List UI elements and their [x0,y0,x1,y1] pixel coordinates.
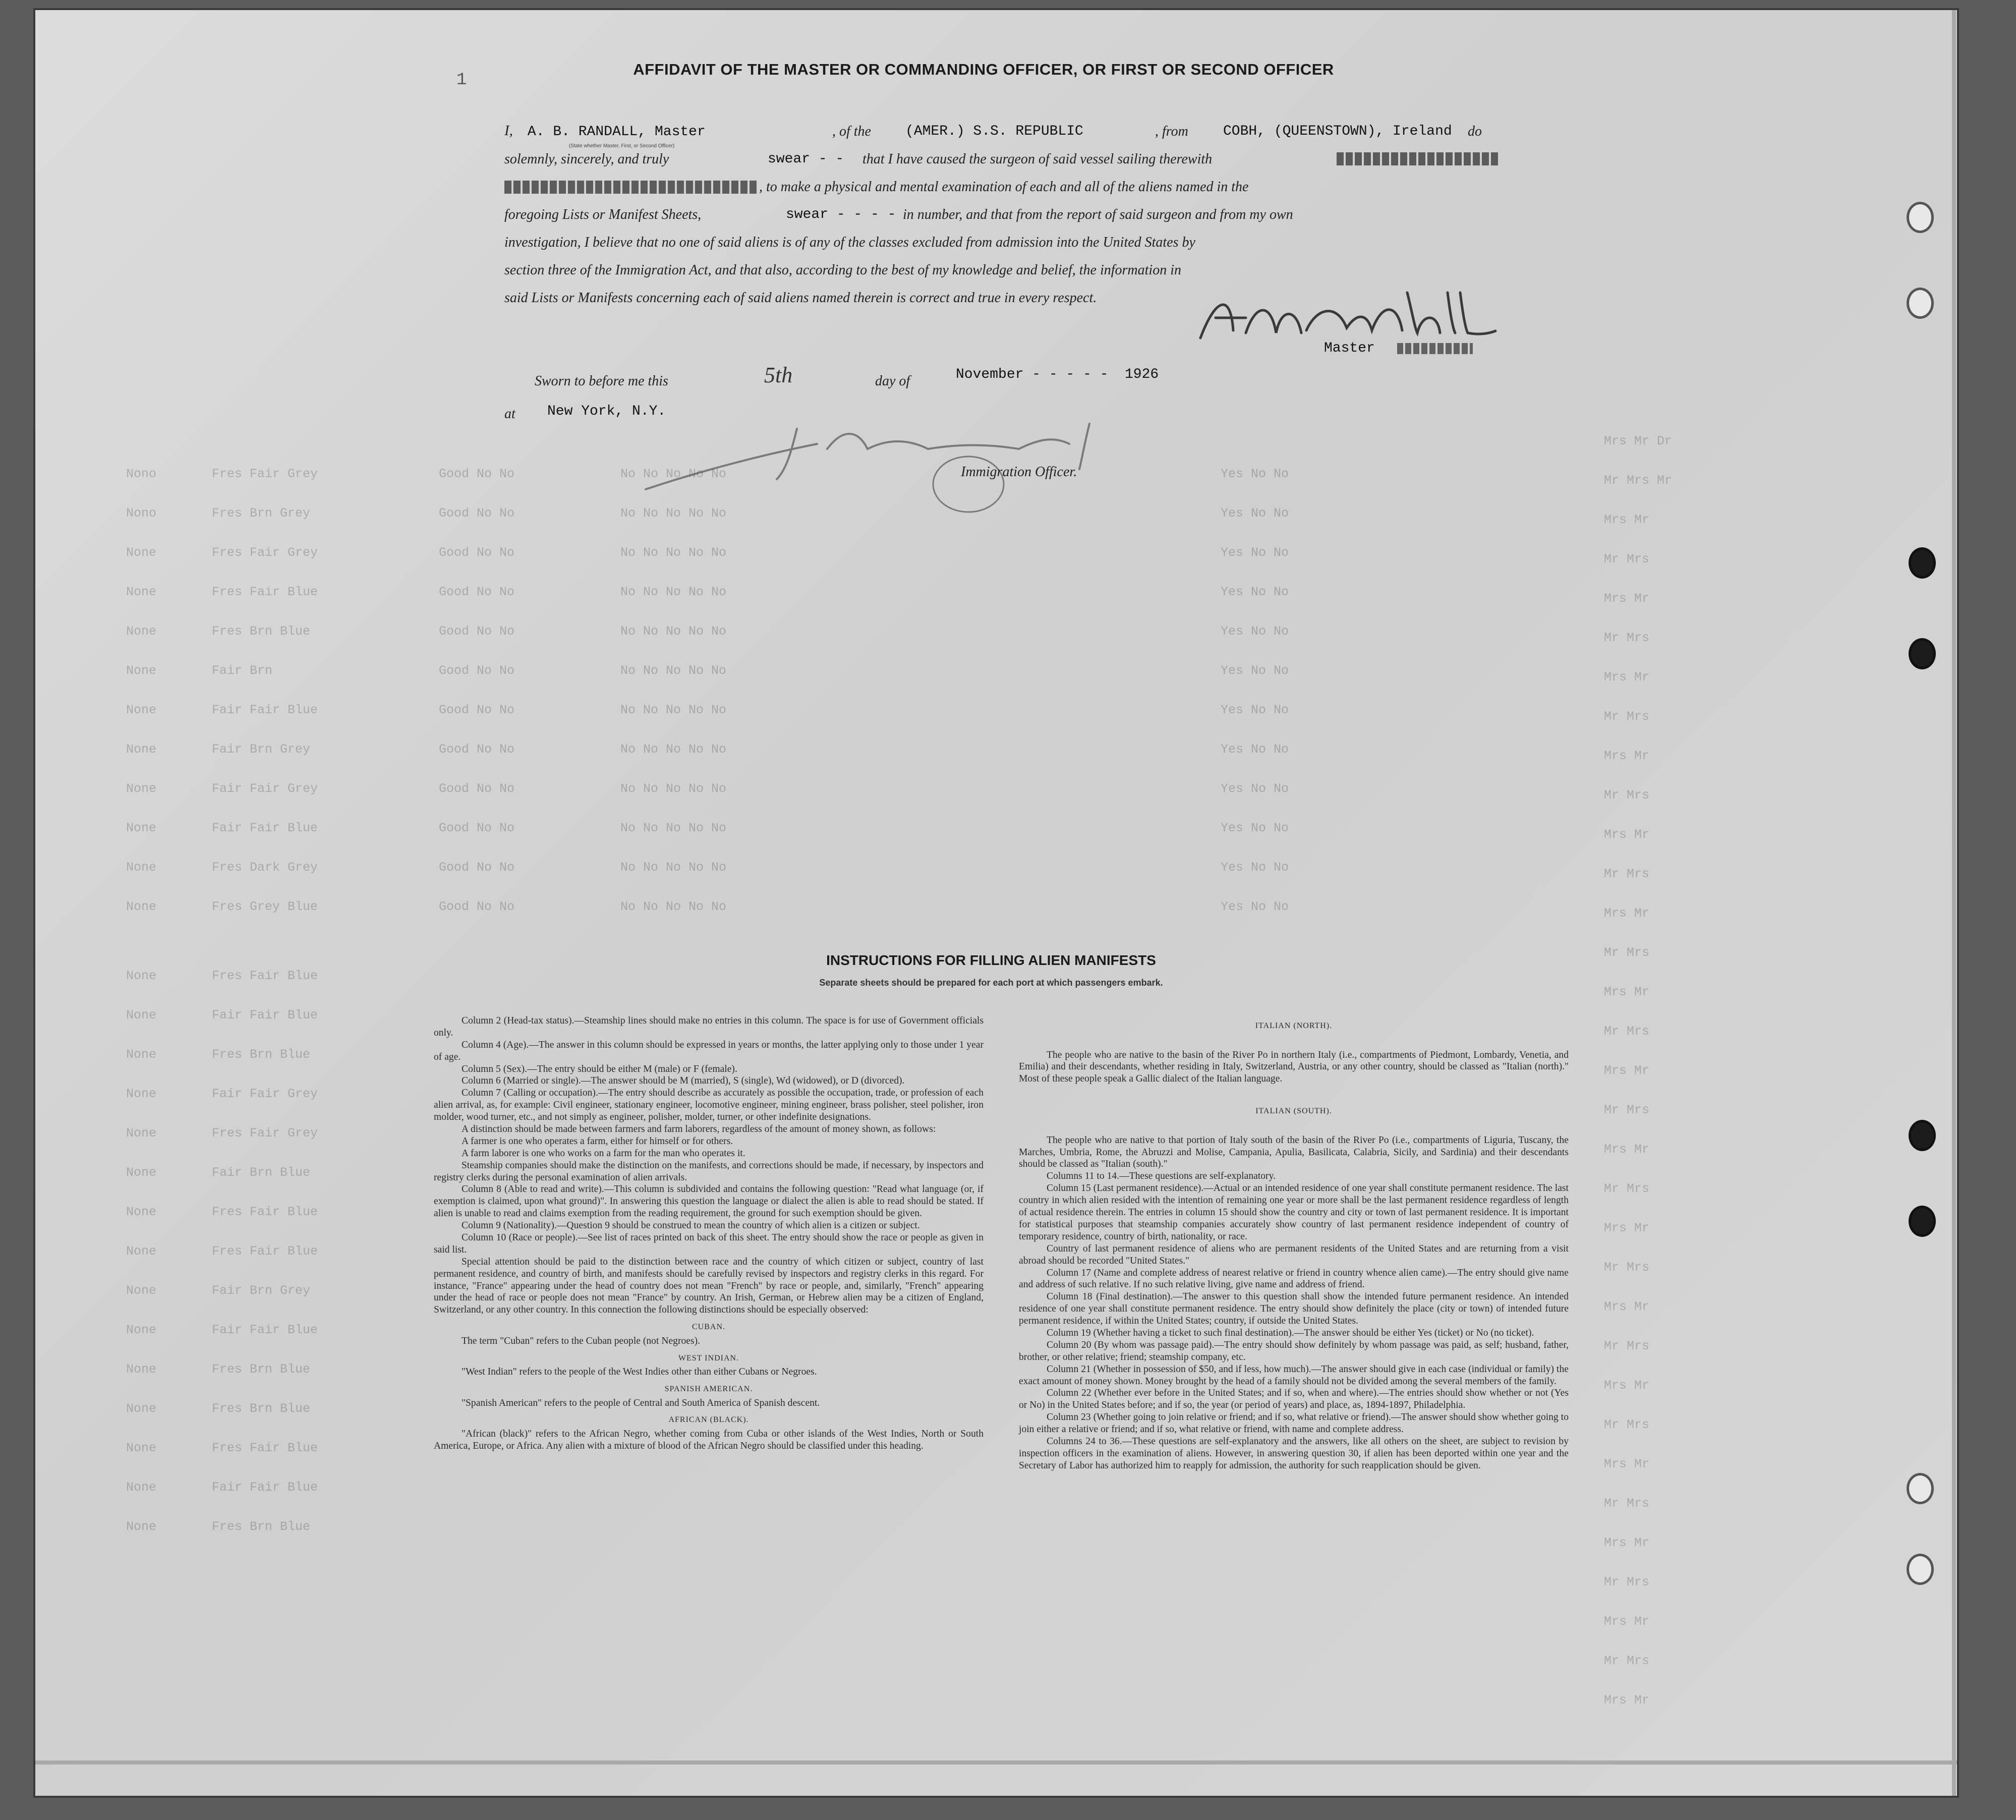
instruction-paragraph: Column 17 (Name and complete address of nearest relative or friend in country whence alien came).—The entry should give name and address of such relative. If no such relative living, give name and address of friend. [1019,1267,1569,1290]
bleed-through-column: None None None None None None None None None None None None None None None [126,969,157,1534]
affidavit-title: AFFIDAVIT OF THE MASTER OR COMMANDING OFFICER, OR FIRST OR SECOND OFFICER [633,61,1334,78]
instruction-paragraph: Column 8 (Able to read and write).—This column is subdivided and contains the following question: "Read what language (or, if exemption is claimed, upon what ground)". In answering this question the language or dialect the alien is able to read should be stated. If alien is unable to read and claims exemption from the reading requirement, the ground for such exemption should be given. [434,1184,984,1219]
instruction-paragraph: Column 4 (Age).—The answer in this column should be expressed in years or months, the latter applying only to those under 1 year of age. [434,1039,984,1062]
binder-hole [1907,1554,1934,1585]
binder-hole [1909,638,1936,669]
line1-do: do [1468,124,1482,139]
line2-b: that I have caused the surgeon of said vessel sailing therewith [862,151,1213,167]
instructions-subtitle: Separate sheets should be prepared for each port at which passengers embark. [819,978,1163,988]
binder-hole [1907,202,1934,233]
officer-name: A. B. RANDALL, Master [527,124,706,140]
instruction-paragraph: "Spanish American" refers to the people of Central and South America of Spanish descent. [462,1397,820,1408]
instruction-paragraph: Column 19 (Whether having a ticket to such final destination).—The answer should be either Yes (ticket) or No (no ticket). [1047,1327,1534,1338]
officer-title-note: (State whether Master, First, or Second Officer) [569,143,675,149]
instruction-paragraph: Column 21 (Whether in possession of $50, and if less, how much).—The answer should give in each case (individual or family) the exact amount of money shown. Money brought by the head of a family should not be divided among the several members of the family. [1019,1363,1569,1387]
instructions-right-column [1019,1015,1569,1472]
sworn-location: New York, N.Y. [547,404,666,419]
section-heading: ITALIAN (NORTH). [1255,1021,1333,1030]
bleed-through-column: Fres Fair Grey Fres Brn Grey Fres Fair Grey Fres Fair Blue Fres Brn Blue Fair Brn Fair Fair Blue Fair Brn Grey Fair Fair Grey Fair Fair Blue Fres Dark Grey Fres Grey Blue [212,467,318,914]
binder-hole [1909,547,1936,579]
instruction-paragraph: Column 2 (Head-tax status).—Steamship lines should make no entries in this column. The space is for use of Government officials only. [434,1015,984,1038]
sworn-prefix: Sworn to before me this [535,373,668,389]
stamp-mark: 1 [456,71,467,90]
sworn-month: November - - - - - [956,367,1109,382]
instruction-paragraph: The people who are native to the basin of the River Po in northern Italy (i.e., compartments of Piedmont, Lombardy, Venetia, and Emilia) and their descendants, whether residing in Italy, Switzerland, Austria, or any other country, should be classed as "Italian (north)." Most of these people speak a Gallic dialect of the Italian language. [1019,1049,1569,1085]
sworn-day: 5th [764,363,793,387]
bleed-through-column: Mrs Mr Dr Mr Mrs Mr Mrs Mr Mr Mrs Mrs Mr Mr Mrs Mrs Mr Mr Mrs Mrs Mr Mr Mrs Mrs Mr Mr Mrs Mrs Mr Mr Mrs Mrs Mr Mr Mrs Mrs Mr Mr Mrs Mrs Mr Mr Mrs Mrs Mr Mr Mrs Mrs Mr Mr Mrs Mrs Mr Mr Mrs Mrs Mr Mr Mrs Mrs Mr Mr Mrs Mrs Mr Mr Mrs Mrs Mr [1604,434,1673,1708]
instruction-paragraph: Column 7 (Calling or occupation).—The entry should describe as accurately as possible the occupation, trade, or profession of each alien arrival, as, for example: Civil engineer, stationary engineer, locomotive engineer, mining engineer, brass polisher, steel polisher, iron molder, wood turner, etc., and not simply as engineer, polisher, molder, turner, or other indefinite designations. [434,1088,984,1123]
instruction-paragraph: Column 15 (Last permanent residence).—Actual or an intended residence of one year shall constitute permanent residence. The last country in which alien resided with the intention of remaining one year or more shall be the last permanent residence regardless of length of actual residence therein. The entries in column 15 should show the country and city or town of last permanent residence. It is important for statistical purposes that steamship companies accurately show country of last permanent residence independent of country of temporary residence, country of birth, nationality, or race. [1019,1183,1569,1242]
section-heading: SPANISH AMERICAN. [664,1385,753,1394]
struck-text [1337,152,1498,165]
line4-swear: swear - - - - [786,207,896,222]
instruction-paragraph: "African (black)" refers to the African Negro, whether coming from Cuba or other islands of the West Indies, North or South America, Europe, or Africa. Any alien with a mixture of blood of the African Negro should be classified under this heading. [434,1429,984,1451]
instruction-paragraph: Column 20 (By whom was passage paid).—The entry should show definitely by whom passage was paid, as self; husband, father, brother, or other relative; friend; steamship company, etc. [1019,1339,1569,1362]
day-of: day of [875,373,910,389]
spacer [1019,1119,1569,1134]
instruction-paragraph: Column 5 (Sex).—The entry should be either M (male) or F (female). [462,1063,737,1074]
line2-swear: swear - - [768,151,844,167]
departure-port: COBH, (QUEENSTOWN), Ireland [1223,124,1452,139]
instruction-paragraph: The term "Cuban" refers to the Cuban people (not Negroes). [462,1335,701,1346]
vessel-name: (AMER.) S.S. REPUBLIC [905,124,1083,139]
section-heading: CUBAN. [692,1323,725,1332]
line5: investigation, I believe that no one of said aliens is of any of the classes excluded from admission into the United States by [504,235,1195,250]
section-heading: AFRICAN (BLACK). [668,1415,749,1425]
sheet-edge-right [1952,10,1956,1796]
instruction-paragraph: Columns 11 to 14.—These questions are self-explanatory. [1047,1171,1276,1182]
spacer [1019,1085,1569,1100]
instructions-left-column [434,1015,984,1452]
line7: said Lists or Manifests concerning each of said aliens named therein is correct and true in every respect. [504,290,1097,306]
binder-hole [1907,1473,1934,1504]
line3-b: , to make a physical and mental examination of each and all of the aliens named in the [759,179,1249,195]
instruction-paragraph: Steamship companies should make the distinction on the manifests, and corrections should be made, if necessary, by inspectors and registry clerks during the personal examination of alien arrivals. [434,1160,984,1183]
instruction-paragraph: A farm laborer is one who works on a farm for the man who operates it. [462,1148,745,1159]
instruction-paragraph: Columns 24 to 36.—These questions are self-explanatory and the answers, like all others on the sheet, are subject to revision by inspection officers in the examination of aliens. However, in answering question 30, if alien has been deported within one year and the Secretary of Labor has authorized him to reapply for admission, the authority for such reapplication should be given. [1019,1436,1569,1471]
line1-prefix: I, [504,123,513,139]
sheet-edge-bottom [35,1760,1957,1765]
affidavit-line-1 [504,124,706,139]
binder-hole [1909,1120,1936,1151]
instruction-paragraph: The people who are native to that portion of Italy south of the basin of the River Po (i.e., compartments of Liguria, Tuscany, the Marches, Umbria, Rome, the Abruzzi and Molise, Campania, Apulia, Basilicata, Calabria, Sicily, and Sardinia) and their descendants should be classed as "Italian (south)." [1019,1134,1569,1170]
instructions-title: INSTRUCTIONS FOR FILLING ALIEN MANIFESTS [826,952,1156,968]
officer-title: Immigration Officer. [961,464,1077,480]
instruction-paragraph: Column 18 (Final destination).—The answer to this question shall show the intended future permanent residence. An intended residence of one year shall constitute permanent residence. The entry should show definitely the place (city or town) of intended future permanent residence, if within the United States; country, if outside the United States. [1019,1291,1569,1327]
instruction-paragraph: Country of last permanent residence of aliens who are permanent residents of the United States and are returning from a visit abroad should be recorded "United States." [1019,1243,1569,1266]
bleed-through-column: Nono Nono None None None None None None None None None None [126,467,157,914]
binder-hole [1909,1206,1936,1237]
instruction-paragraph: Column 6 (Married or single).—The answer should be M (married), S (single), Wd (widowed), or D (divorced). [462,1075,905,1087]
struck-text [1397,343,1473,354]
at-label: at [504,406,515,422]
instruction-paragraph: A farmer is one who operates a farm, either for himself or for others. [462,1135,733,1147]
struck-text [504,181,757,194]
line4-b: in number, and that from the report of said surgeon and from my own [903,207,1293,222]
line1-of-the: , of the [832,124,871,139]
instruction-paragraph: Column 22 (Whether ever before in the United States; and if so, when and where).—The entries should show whether or not (Yes or No) in the United States before; and if so, the year (or period of years) and place, as, 1894-1897, Philadelphia. [1019,1388,1569,1411]
line6: section three of the Immigration Act, and that also, according to the best of my knowledge and belief, the information in [504,262,1181,278]
line2-a: solemnly, sincerely, and truly [504,151,669,167]
bleed-through-column: Yes No No Yes No No Yes No No Yes No No Yes No No Yes No No Yes No No Yes No No Yes No No Yes No No Yes No No Yes No No [1221,467,1289,914]
instruction-paragraph: "West Indian" refers to the people of the West Indies other than either Cubans or Negroes. [462,1367,817,1378]
instruction-paragraph: Column 23 (Whether going to join relative or friend; and if so, what relative or friend).—The answer should show whether going to join either a relative or friend; and if so, what relative or friend, with name and complete address. [1019,1412,1569,1435]
spacer [1019,1034,1569,1049]
line4-a: foregoing Lists or Manifest Sheets, [504,207,702,222]
sworn-year: 1926 [1125,367,1159,382]
instruction-paragraph: Column 10 (Race or people).—See list of races printed on back of this sheet. The entry should show the race or people as given in said list. [434,1232,984,1255]
section-heading: WEST INDIAN. [678,1353,739,1362]
instruction-paragraph: Column 9 (Nationality).—Question 9 should be construed to mean the country of which alien is a citizen or subject. [462,1220,920,1231]
bleed-through-column: Fres Fair Blue Fair Fair Blue Fres Brn Blue Fair Fair Grey Fres Fair Grey Fair Brn Blue Fres Fair Blue Fres Fair Blue Fair Brn Grey Fair Fair Blue Fres Brn Blue Fres Brn Blue Fres Fair Blue Fair Fair Blue Fres Brn Blue [212,969,318,1534]
instruction-paragraph: Special attention should be paid to the distinction between race and the country of which citizen or subject, country of last permanent residence, and country of birth, and manifests should be carefully revised by inspectors and registry clerks in this regard. For instance, "France" appearing under the head of country does not mean "French" by race or people, and, similarly, "French" appearing under the head of race or people does not mean "France" by country. An Irish, German, or Hebrew alien may be a citizen of England, Switzerland, or any other country. In this connection the following distinctions should be especially observed: [434,1256,984,1316]
line1-from: , from [1155,124,1188,139]
instruction-paragraph: A distinction should be made between farmers and farm laborers, regardless of the amount of money shown, as follows: [462,1124,936,1135]
bleed-through-column: No No No No No No No No No No No No No No No No No No No No No No No No No No No No No No No No No No No No No No No No No No No No No No No No No No No No No No No No No No No No [620,467,727,914]
binder-hole [1907,288,1934,319]
bleed-through-column: Good No No Good No No Good No No Good No No Good No No Good No No Good No No Good No No Good No No Good No No Good No No Good No No [439,467,515,914]
section-heading: ITALIAN (SOUTH). [1255,1107,1332,1116]
signer-title: Master [1324,340,1375,356]
